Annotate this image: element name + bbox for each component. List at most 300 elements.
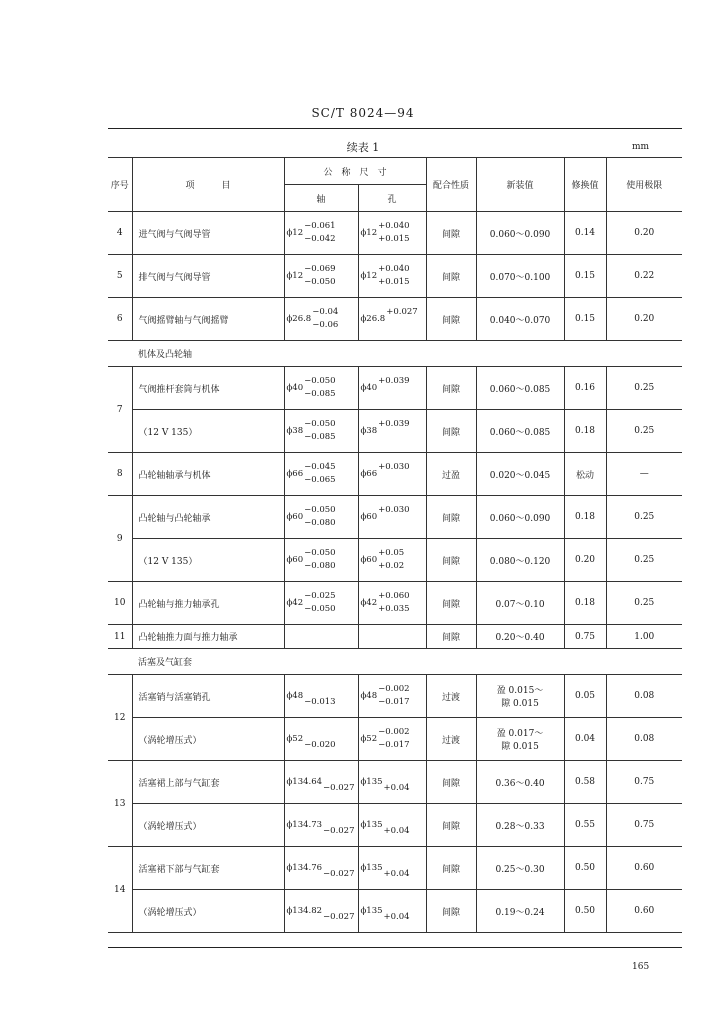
row-replace: 0.50	[564, 890, 606, 933]
deviations	[304, 590, 335, 616]
deviations	[378, 418, 409, 444]
upper-deviation	[323, 898, 354, 911]
lower-deviation: −0.042	[304, 234, 336, 244]
upper-deviation	[323, 855, 354, 868]
section-row	[108, 649, 682, 675]
lower-deviation: −0.017	[378, 697, 410, 707]
tolerance	[287, 306, 356, 332]
row-new-value: 0.19～0.24	[476, 890, 564, 933]
row-seq: 13	[108, 761, 132, 847]
row-new-value: 0.07～0.10	[476, 582, 564, 625]
row-shaft	[284, 804, 358, 847]
deviations	[384, 769, 410, 795]
lower-deviation: +0.015	[378, 277, 410, 287]
deviations	[386, 306, 417, 332]
row-shaft	[284, 718, 358, 761]
lower-deviation: −0.027	[323, 869, 355, 879]
col-fit-header: 配合性质	[426, 158, 476, 212]
col-nominal-header: 公 称 尺 寸	[284, 158, 426, 185]
upper-deviation	[384, 812, 410, 825]
lower-deviation: −0.027	[323, 826, 355, 836]
tolerance	[287, 375, 356, 401]
tolerance	[361, 855, 424, 881]
row-fit: 过渡	[426, 718, 476, 761]
col-hole-header: 孔	[358, 185, 426, 212]
nominal-size: ϕ60	[286, 555, 304, 565]
row-new-value: 盈 0.015～ 隙 0.015	[476, 675, 564, 718]
table-row	[108, 255, 682, 298]
row-new-value: 0.20～0.40	[476, 625, 564, 649]
table-row	[108, 212, 682, 255]
table-title: 续表 1	[346, 141, 380, 154]
nominal-size: ϕ42	[360, 598, 378, 608]
row-fit: 过渡	[426, 675, 476, 718]
deviations	[378, 504, 409, 530]
nominal-size: ϕ135	[360, 906, 383, 916]
row-replace: 0.15	[564, 298, 606, 341]
row-hole	[358, 718, 426, 761]
table-body	[108, 212, 682, 933]
tolerance	[287, 683, 356, 709]
tolerance	[287, 220, 356, 246]
row-replace: 0.16	[564, 367, 606, 410]
row-new-value: 0.36～0.40	[476, 761, 564, 804]
row-hole	[358, 255, 426, 298]
nominal-size: ϕ38	[360, 426, 378, 436]
page-number: 165	[632, 962, 650, 972]
row-fit: 间隙	[426, 847, 476, 890]
table-row	[108, 625, 682, 649]
row-item: 进气阀与气阀导管	[132, 212, 284, 255]
row-shaft	[284, 212, 358, 255]
row-hole	[358, 298, 426, 341]
table-row	[108, 496, 682, 539]
row-limit: 0.25	[606, 410, 682, 453]
lower-deviation	[378, 517, 409, 530]
lower-deviation: +0.02	[378, 561, 405, 571]
tolerance	[287, 461, 356, 487]
table-row	[108, 298, 682, 341]
tolerance	[361, 504, 424, 530]
upper-deviation: −0.04	[312, 307, 339, 317]
row-seq: 12	[108, 675, 132, 761]
nominal-size: ϕ38	[286, 426, 304, 436]
nominal-size: ϕ66	[360, 469, 378, 479]
lower-deviation: −0.050	[304, 604, 336, 614]
row-replace: 0.75	[564, 625, 606, 649]
upper-deviation: +0.039	[378, 376, 410, 386]
upper-deviation: +0.039	[378, 419, 410, 429]
row-item: 气阀推杆套筒与机体	[132, 367, 284, 410]
table-row	[108, 453, 682, 496]
section-row	[108, 341, 682, 367]
row-item: 凸轮轴轴承与机体	[132, 453, 284, 496]
row-replace: 0.18	[564, 582, 606, 625]
row-item: 凸轮轴推力面与推力轴承	[132, 625, 284, 649]
nominal-size: ϕ135	[360, 863, 383, 873]
col-replace-header: 修换值	[564, 158, 606, 212]
lower-deviation: −0.080	[304, 518, 336, 528]
lower-deviation: +0.04	[383, 783, 410, 793]
row-new-value: 0.070～0.100	[476, 255, 564, 298]
deviations	[304, 220, 335, 246]
nominal-size: ϕ60	[286, 512, 304, 522]
deviations	[378, 683, 409, 709]
tolerance	[361, 220, 424, 246]
deviations	[304, 461, 335, 487]
row-limit: 0.75	[606, 804, 682, 847]
tolerance	[361, 812, 424, 838]
lower-deviation: −0.020	[304, 740, 336, 750]
table-row	[108, 890, 682, 933]
row-replace: 0.05	[564, 675, 606, 718]
row-shaft	[284, 675, 358, 718]
deviations	[378, 263, 409, 289]
lower-deviation: −0.06	[312, 320, 339, 330]
row-shaft	[284, 625, 358, 649]
row-seq: 9	[108, 496, 132, 582]
row-limit: 0.25	[606, 367, 682, 410]
nominal-size: ϕ26.8	[360, 314, 386, 324]
row-limit: 1.00	[606, 625, 682, 649]
upper-deviation	[384, 769, 410, 782]
tolerance	[361, 263, 424, 289]
nominal-size: ϕ48	[360, 691, 378, 701]
row-hole	[358, 367, 426, 410]
deviations	[304, 683, 335, 709]
lower-deviation: −0.065	[304, 475, 336, 485]
table-row	[108, 761, 682, 804]
col-item-header: 项 目	[132, 158, 284, 212]
table-row	[108, 675, 682, 718]
row-hole	[358, 890, 426, 933]
table-row	[108, 804, 682, 847]
nominal-size: ϕ66	[286, 469, 304, 479]
upper-deviation: −0.002	[378, 684, 410, 694]
row-limit: 0.08	[606, 718, 682, 761]
row-item: （涡轮增压式）	[132, 804, 284, 847]
row-replace: 松动	[564, 453, 606, 496]
row-hole	[358, 625, 426, 649]
row-hole	[358, 410, 426, 453]
nominal-size: ϕ52	[360, 734, 378, 744]
tolerance	[361, 461, 424, 487]
upper-deviation: +0.05	[378, 548, 405, 558]
table-row	[108, 410, 682, 453]
tolerance	[287, 726, 356, 752]
tolerance	[287, 590, 356, 616]
upper-deviation: −0.002	[378, 727, 410, 737]
row-hole	[358, 496, 426, 539]
upper-deviation: −0.050	[304, 419, 336, 429]
lower-deviation: −0.027	[323, 783, 355, 793]
upper-deviation: +0.040	[378, 264, 410, 274]
tolerance	[287, 769, 356, 795]
tolerance	[361, 898, 424, 924]
tolerance	[361, 418, 424, 444]
row-fit: 间隙	[426, 367, 476, 410]
lower-deviation: +0.035	[378, 604, 410, 614]
lower-deviation: −0.050	[304, 277, 336, 287]
row-item: （涡轮增压式）	[132, 890, 284, 933]
row-shaft	[284, 496, 358, 539]
row-fit: 间隙	[426, 410, 476, 453]
nominal-size: ϕ40	[286, 383, 304, 393]
row-replace: 0.15	[564, 255, 606, 298]
row-replace: 0.50	[564, 847, 606, 890]
row-item: 活塞裙上部与气缸套	[132, 761, 284, 804]
nominal-size: ϕ42	[286, 598, 304, 608]
row-limit: 0.08	[606, 675, 682, 718]
row-new-value: 0.080～0.120	[476, 539, 564, 582]
nominal-size: ϕ134.73	[286, 820, 323, 830]
nominal-size: ϕ134.64	[286, 777, 323, 787]
nominal-size: ϕ135	[360, 820, 383, 830]
tolerance	[287, 855, 356, 881]
row-hole	[358, 847, 426, 890]
row-shaft	[284, 255, 358, 298]
lower-deviation	[378, 431, 409, 444]
row-limit: 0.25	[606, 496, 682, 539]
row-limit: 0.25	[606, 539, 682, 582]
row-limit: 0.25	[606, 582, 682, 625]
row-shaft	[284, 453, 358, 496]
lower-deviation	[386, 319, 417, 332]
row-replace: 0.04	[564, 718, 606, 761]
upper-deviation: +0.040	[378, 221, 410, 231]
upper-deviation	[304, 683, 335, 696]
row-seq: 6	[108, 298, 132, 341]
tolerance	[361, 726, 424, 752]
section-blank	[284, 341, 682, 367]
deviations	[384, 898, 410, 924]
row-shaft	[284, 298, 358, 341]
row-fit: 间隙	[426, 496, 476, 539]
row-item: 活塞销与活塞销孔	[132, 675, 284, 718]
row-replace: 0.20	[564, 539, 606, 582]
nominal-size: ϕ26.8	[286, 314, 312, 324]
col-shaft-header: 轴	[284, 185, 358, 212]
lower-deviation: −0.017	[378, 740, 410, 750]
tolerance	[361, 590, 424, 616]
upper-deviation	[304, 726, 335, 739]
nominal-size: ϕ12	[360, 271, 378, 281]
upper-deviation: +0.030	[378, 505, 410, 515]
row-fit: 间隙	[426, 255, 476, 298]
row-replace: 0.58	[564, 761, 606, 804]
row-fit: 间隙	[426, 582, 476, 625]
lower-deviation: +0.04	[383, 869, 410, 879]
row-new-value: 0.020～0.045	[476, 453, 564, 496]
deviations	[323, 898, 354, 924]
upper-deviation: −0.025	[304, 591, 336, 601]
nominal-size: ϕ12	[286, 228, 304, 238]
nominal-size: ϕ40	[360, 383, 378, 393]
row-item: 凸轮轴与凸轮轴承	[132, 496, 284, 539]
col-new-header: 新装值	[476, 158, 564, 212]
tolerance	[361, 375, 424, 401]
row-hole	[358, 675, 426, 718]
lower-deviation	[378, 474, 409, 487]
nominal-size: ϕ134.82	[286, 906, 323, 916]
deviations	[378, 220, 409, 246]
col-limit-header: 使用极限	[606, 158, 682, 212]
upper-deviation	[323, 812, 354, 825]
row-seq: 5	[108, 255, 132, 298]
row-fit: 间隙	[426, 804, 476, 847]
row-limit: 0.20	[606, 298, 682, 341]
nominal-size: ϕ12	[286, 271, 304, 281]
row-seq: 4	[108, 212, 132, 255]
col-seq-header: 序号	[108, 158, 132, 212]
row-item: （12 V 135）	[132, 539, 284, 582]
row-new-value: 0.060～0.085	[476, 410, 564, 453]
row-item: 凸轮轴与推力轴承孔	[132, 582, 284, 625]
deviations	[304, 726, 335, 752]
row-fit: 过盈	[426, 453, 476, 496]
header-rule	[108, 128, 682, 129]
row-fit: 间隙	[426, 625, 476, 649]
row-limit: 0.75	[606, 761, 682, 804]
row-limit: 0.60	[606, 890, 682, 933]
row-fit: 间隙	[426, 890, 476, 933]
row-new-value: 0.060～0.085	[476, 367, 564, 410]
upper-deviation: +0.060	[378, 591, 410, 601]
deviations	[323, 812, 354, 838]
deviations	[384, 855, 410, 881]
row-seq: 14	[108, 847, 132, 933]
tolerance	[361, 547, 424, 573]
nominal-size: ϕ135	[360, 777, 383, 787]
deviations	[304, 547, 335, 573]
row-replace: 0.18	[564, 410, 606, 453]
table-row	[108, 367, 682, 410]
section-blank	[284, 649, 682, 675]
unit-label: mm	[632, 142, 650, 152]
lower-deviation	[378, 388, 409, 401]
row-fit: 间隙	[426, 298, 476, 341]
row-replace: 0.55	[564, 804, 606, 847]
row-item: 活塞裙下部与气缸套	[132, 847, 284, 890]
nominal-size: ϕ52	[286, 734, 304, 744]
deviations	[304, 263, 335, 289]
row-fit: 间隙	[426, 539, 476, 582]
lower-deviation: −0.027	[323, 912, 355, 922]
upper-deviation: +0.030	[378, 462, 410, 472]
lower-deviation: −0.080	[304, 561, 336, 571]
row-new-value: 0.28～0.33	[476, 804, 564, 847]
row-hole	[358, 761, 426, 804]
row-seq: 11	[108, 625, 132, 649]
row-hole	[358, 582, 426, 625]
row-shaft	[284, 539, 358, 582]
row-item: 气阀摇臂轴与气阀摇臂	[132, 298, 284, 341]
standard-code: SC/T 8024—94	[311, 106, 415, 120]
upper-deviation: −0.069	[304, 264, 336, 274]
row-new-value: 0.060～0.090	[476, 212, 564, 255]
deviations	[378, 375, 409, 401]
deviations	[323, 769, 354, 795]
tolerance	[287, 898, 356, 924]
row-seq: 7	[108, 367, 132, 453]
deviations	[378, 726, 409, 752]
row-item: （涡轮增压式）	[132, 718, 284, 761]
deviations	[304, 375, 335, 401]
tolerance	[287, 547, 356, 573]
row-hole	[358, 212, 426, 255]
upper-deviation	[384, 855, 410, 868]
nominal-size: ϕ48	[286, 691, 304, 701]
row-shaft	[284, 847, 358, 890]
lower-deviation: +0.015	[378, 234, 410, 244]
footer-rule	[108, 947, 682, 948]
lower-deviation: −0.013	[304, 697, 336, 707]
row-limit: 0.22	[606, 255, 682, 298]
section-label: 活塞及气缸套	[108, 649, 284, 675]
table-row	[108, 539, 682, 582]
row-item: 排气阀与气阀导管	[132, 255, 284, 298]
upper-deviation: −0.050	[304, 376, 336, 386]
row-item: （12 V 135）	[132, 410, 284, 453]
fit-table	[108, 157, 682, 933]
row-replace: 0.18	[564, 496, 606, 539]
row-shaft	[284, 410, 358, 453]
deviations	[304, 418, 335, 444]
row-shaft	[284, 890, 358, 933]
nominal-size: ϕ134.76	[286, 863, 323, 873]
deviations	[378, 590, 409, 616]
upper-deviation: −0.050	[304, 505, 336, 515]
row-seq: 10	[108, 582, 132, 625]
row-new-value: 0.25～0.30	[476, 847, 564, 890]
row-shaft	[284, 761, 358, 804]
upper-deviation: −0.045	[304, 462, 336, 472]
deviations	[384, 812, 410, 838]
tolerance	[361, 769, 424, 795]
deviations	[304, 504, 335, 530]
row-hole	[358, 453, 426, 496]
deviations	[378, 547, 404, 573]
nominal-size: ϕ12	[360, 228, 378, 238]
tolerance	[287, 812, 356, 838]
row-fit: 间隙	[426, 212, 476, 255]
row-shaft	[284, 367, 358, 410]
tolerance	[361, 683, 424, 709]
upper-deviation	[323, 769, 354, 782]
row-seq: 8	[108, 453, 132, 496]
row-fit: 间隙	[426, 761, 476, 804]
deviations	[323, 855, 354, 881]
tolerance	[287, 263, 356, 289]
row-hole	[358, 804, 426, 847]
row-limit: —	[606, 453, 682, 496]
table-row	[108, 718, 682, 761]
nominal-size: ϕ60	[360, 555, 378, 565]
tolerance	[287, 504, 356, 530]
row-new-value: 0.060～0.090	[476, 496, 564, 539]
row-shaft	[284, 582, 358, 625]
deviations	[312, 306, 338, 332]
upper-deviation: −0.050	[304, 548, 336, 558]
lower-deviation: +0.04	[383, 912, 410, 922]
nominal-size: ϕ60	[360, 512, 378, 522]
upper-deviation: −0.061	[304, 221, 336, 231]
table-row	[108, 847, 682, 890]
deviations	[378, 461, 409, 487]
tolerance	[361, 306, 424, 332]
row-hole	[358, 539, 426, 582]
tolerance	[287, 418, 356, 444]
